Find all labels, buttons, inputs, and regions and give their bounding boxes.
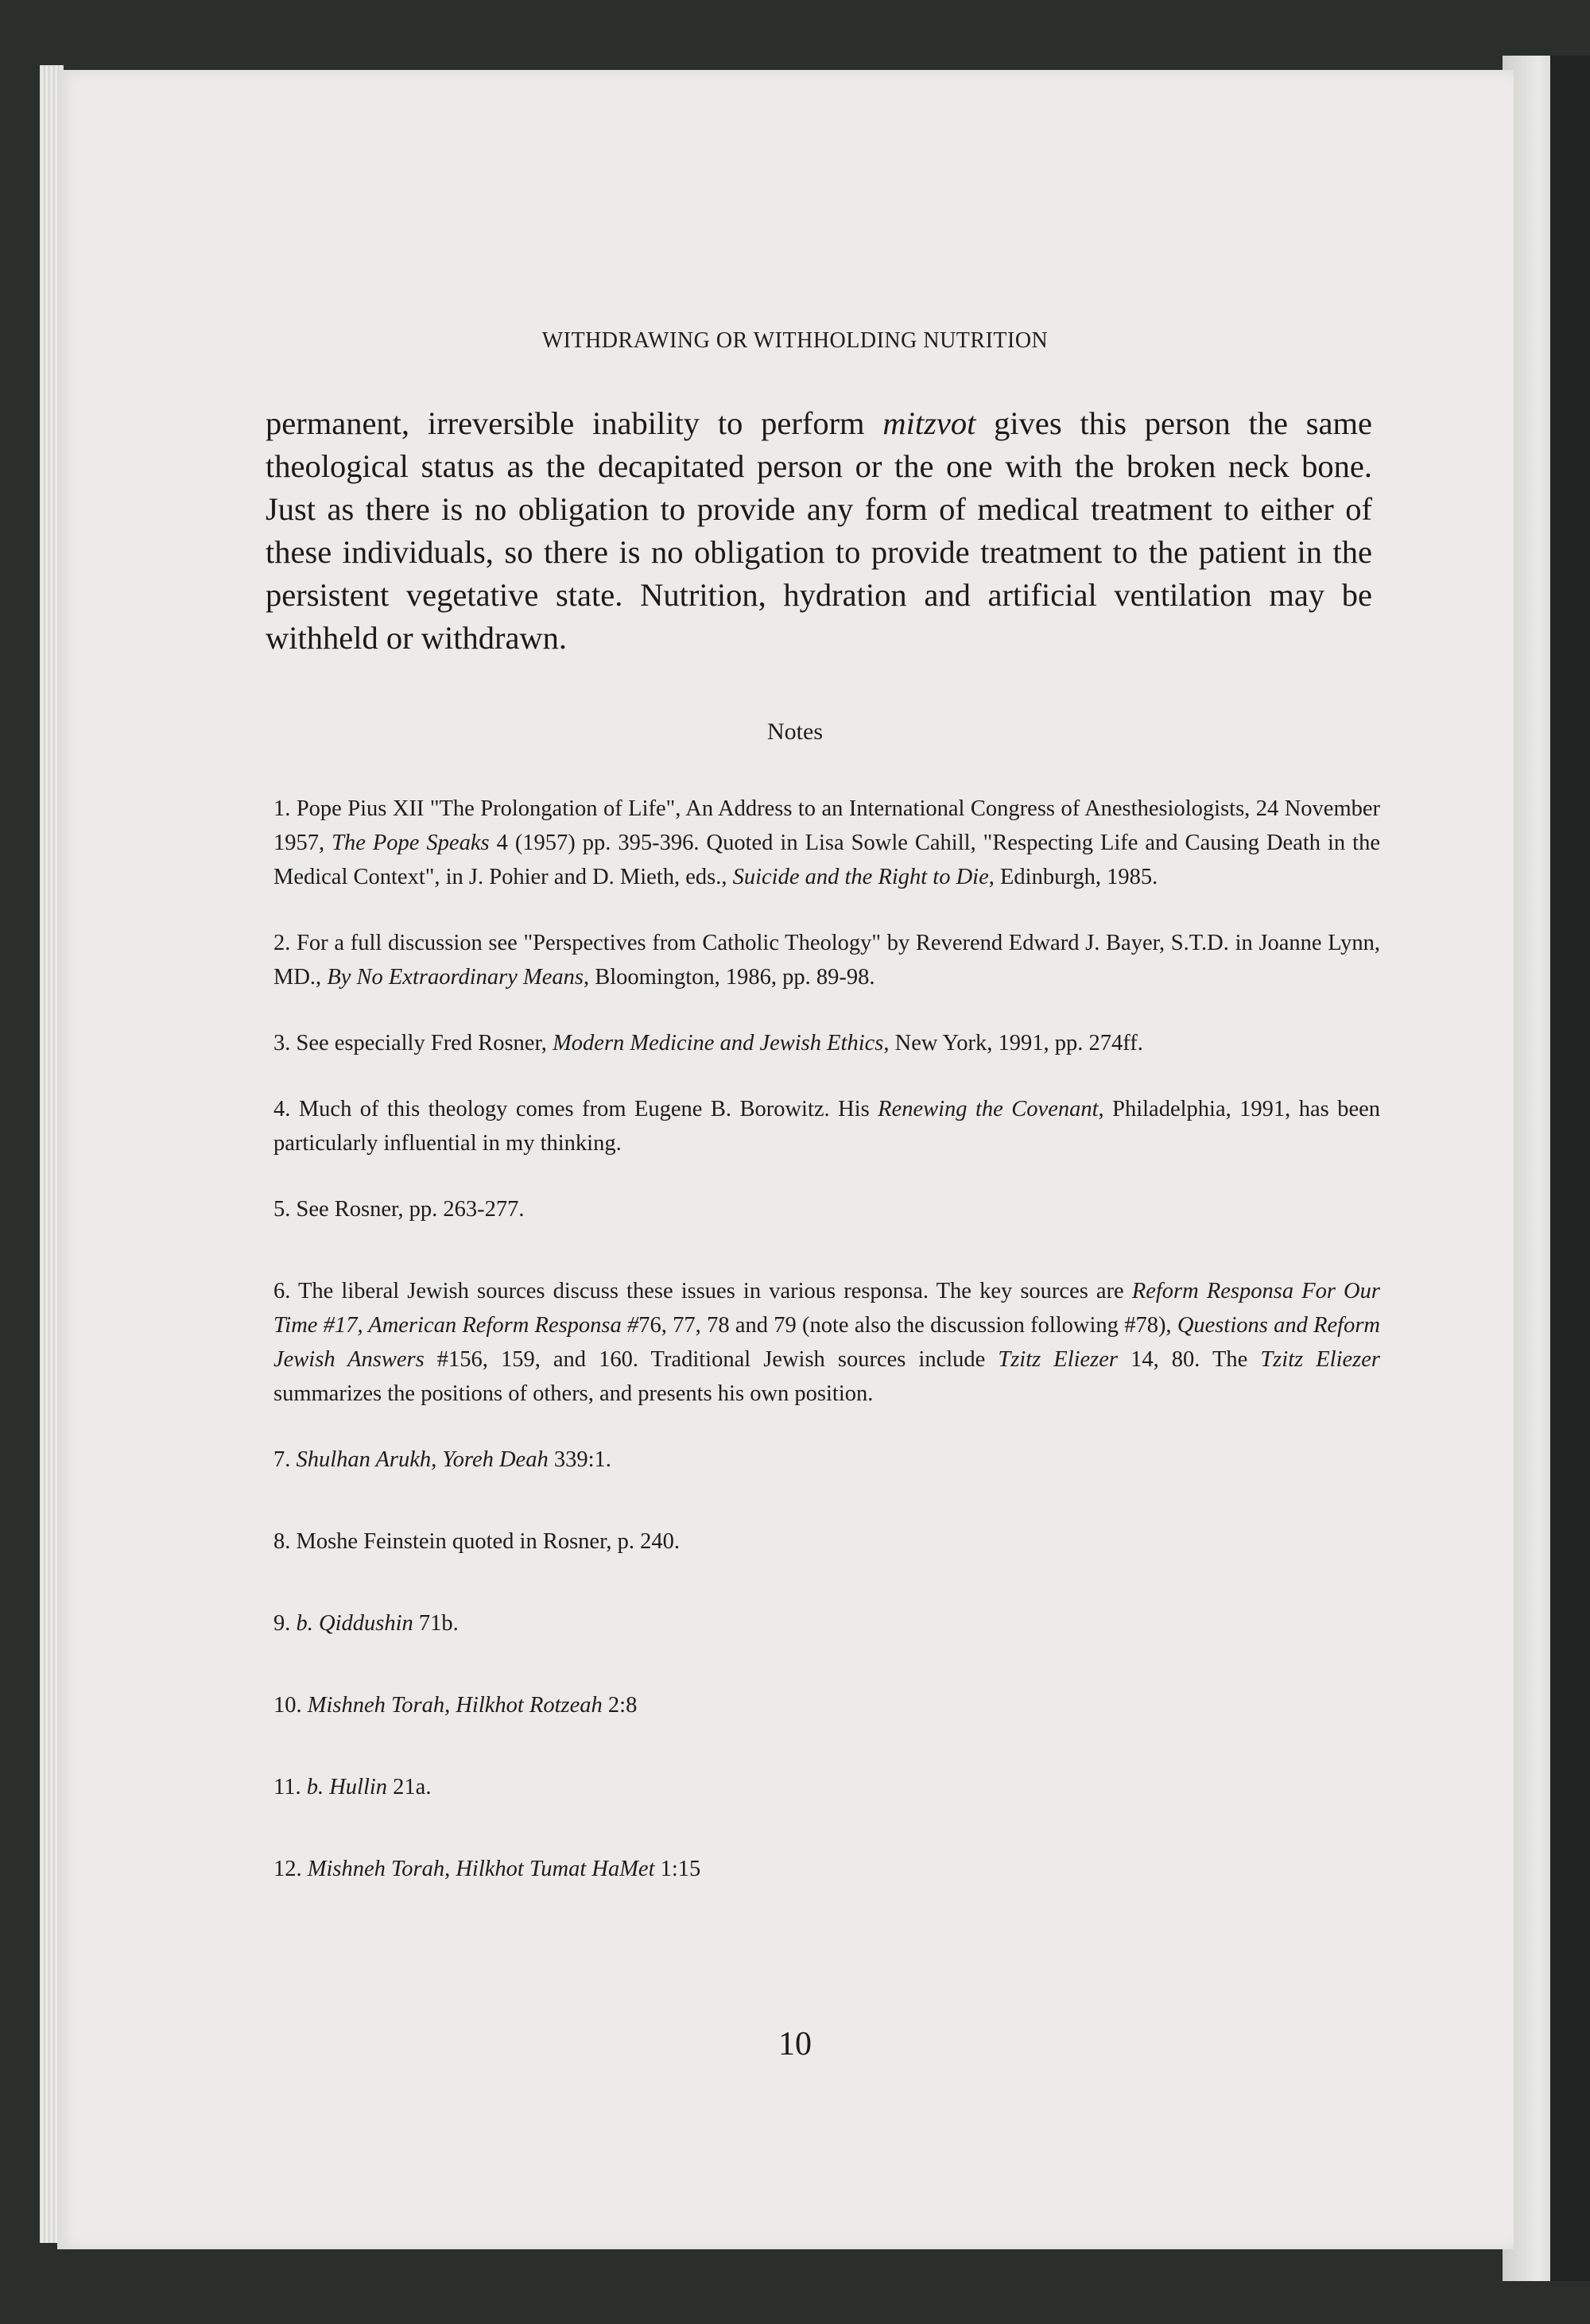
note-4: 4. Much of this theology comes from Eugene B. Borowitz. His Renewing the Covenant, Philadelphia, 1991, has been particularly influential in my thinking. xyxy=(273,1097,1381,1156)
note-10: 10. Mishneh Torah, Hilkhot Rotzeah 2:8 xyxy=(273,1693,638,1718)
notes-list xyxy=(273,792,1380,1934)
page-number: 10 xyxy=(778,2026,812,2063)
note-8: 8. Moshe Feinstein quoted in Rosner, p. 240. xyxy=(273,1529,681,1554)
book-spine xyxy=(1550,56,1590,2281)
italic-term: mitzvot xyxy=(882,405,976,441)
body-paragraph: permanent, irreversible inability to perform mitzvot gives this person the same theological status as the decapitated person or the one with the broken neck bone. Just as there is no obligation to provide any form of medical treatment to either of these individuals, so there is no obligation to provide treatment to the patient in the persistent vegetative state. Nutrition, hydration and artificial ventilation may be withheld or withdrawn. xyxy=(266,405,1372,656)
note-6: 6. The liberal Jewish sources discuss these issues in various responsa. The key sources are Reform Responsa For Our Time #17, American Reform Responsa #76, 77, 78 and 79 (note also the discussion following #78), Questions and Reform Jewish Answers #156, 159, and 160. Traditional Jewish sources include Tzitz Eliezer 14, 80. The Tzitz Eliezer summarizes the positions of others, and presents his own position. xyxy=(273,1279,1381,1406)
note-11: 11. b. Hullin 21a. xyxy=(273,1775,432,1799)
note-5: 5. See Rosner, pp. 263-277. xyxy=(273,1197,525,1222)
notes-heading: Notes xyxy=(767,719,823,745)
note-12: 12. Mishneh Torah, Hilkhot Tumat HaMet 1:15 xyxy=(273,1857,701,1881)
running-head: WITHDRAWING OR WITHHOLDING NUTRITION xyxy=(541,328,1049,353)
note-9: 9. b. Qiddushin 71b. xyxy=(273,1611,459,1636)
note-7: 7. Shulhan Arukh, Yoreh Deah 339:1. xyxy=(273,1447,611,1472)
book-edge xyxy=(1503,56,1590,2281)
note-1: 1. Pope Pius XII "The Prolongation of Life", An Address to an International Congress of Anesthesiologists, 24 November 1957, The Pope Speaks 4 (1957) pp. 395-396. Quoted in Lisa Sowle Cahill, "Respecting Life and Causing Death in the Medical Context", in J. Pohier and D. Mieth, eds., Suicide and the Right to Die, Edinburgh, 1985. xyxy=(273,796,1380,889)
note-2: 2. For a full discussion see "Perspectives from Catholic Theology" by Reverend Edward J. Bayer, S.T.D. in Joanne Lynn, MD., By No Extraordinary Means, Bloomington, 1986, pp. 89-98. xyxy=(273,931,1380,990)
note-3: 3. See especially Fred Rosner, Modern Medicine and Jewish Ethics, New York, 1991, pp. 274ff. xyxy=(273,1031,1143,1055)
